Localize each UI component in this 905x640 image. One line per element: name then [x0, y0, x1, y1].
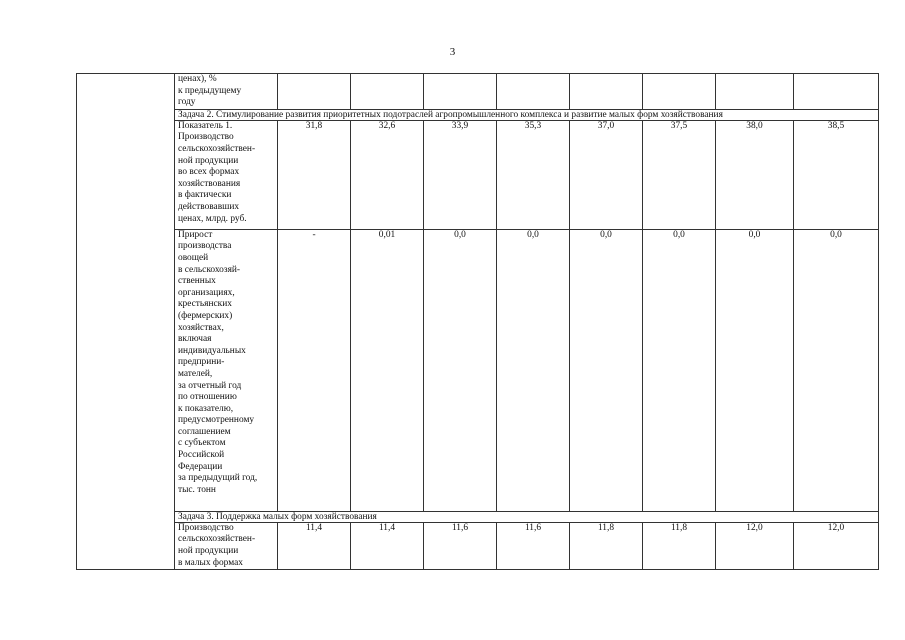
value-cell: 12,0 [794, 522, 879, 569]
value-cell [424, 74, 497, 110]
value-cell: 0,0 [497, 229, 570, 511]
value-cell: 37,0 [570, 120, 643, 229]
value-cell: 12,0 [716, 522, 794, 569]
table-row [77, 522, 879, 569]
value-cell [643, 74, 716, 110]
indicators-table [76, 73, 879, 570]
value-cell: 11,8 [570, 522, 643, 569]
value-cell: 11,6 [424, 522, 497, 569]
task-heading: Задача 2. Стимулирование развития приоритетных подотраслей агропромышленного комплекса и развитие малых форм хозяйствования [175, 109, 879, 120]
value-cell [497, 74, 570, 110]
value-cell [794, 74, 879, 110]
table-row [77, 229, 879, 511]
value-cell: 11,8 [643, 522, 716, 569]
indicator-label: Производство сельскохозяйствен- ной продукции в малых формах [175, 522, 278, 569]
value-cell: 0,0 [570, 229, 643, 511]
value-cell: 31,8 [278, 120, 351, 229]
value-cell: 38,5 [794, 120, 879, 229]
indicator-label: Прирост производства овощей в сельскохозяй- ственных организациях, крестьянских (фермерских) хозяйствах, включая индивидуальных предприни- мателей, за отчетный год по отношению к показателю, предусмотренному соглашением с субъектом Российской Федерации за предыдущий год, тыс. тонн [175, 229, 278, 511]
value-cell: 0,0 [424, 229, 497, 511]
task-row [77, 511, 879, 522]
left-empty-column [77, 74, 175, 570]
value-cell: 0,0 [716, 229, 794, 511]
table-row [77, 74, 879, 110]
value-cell: 32,6 [351, 120, 424, 229]
value-cell [278, 74, 351, 110]
value-cell: 11,4 [351, 522, 424, 569]
value-cell: 38,0 [716, 120, 794, 229]
value-cell: - [278, 229, 351, 511]
value-cell [570, 74, 643, 110]
value-cell: 11,4 [278, 522, 351, 569]
value-cell: 35,3 [497, 120, 570, 229]
value-cell: 0,01 [351, 229, 424, 511]
value-cell: 37,5 [643, 120, 716, 229]
table-row [77, 120, 879, 229]
task-heading: Задача 3. Поддержка малых форм хозяйствования [175, 511, 879, 522]
indicator-label: Показатель 1. Производство сельскохозяйствен- ной продукции во всех формах хозяйствования в фактически действовавших ценах, млрд. руб. [175, 120, 278, 229]
task-row [77, 109, 879, 120]
value-cell: 0,0 [794, 229, 879, 511]
page-number: 3 [449, 46, 456, 58]
value-cell [716, 74, 794, 110]
value-cell: 33,9 [424, 120, 497, 229]
value-cell: 11,6 [497, 522, 570, 569]
indicator-label: ценах), % к предыдущему году [175, 74, 278, 110]
value-cell [351, 74, 424, 110]
value-cell: 0,0 [643, 229, 716, 511]
